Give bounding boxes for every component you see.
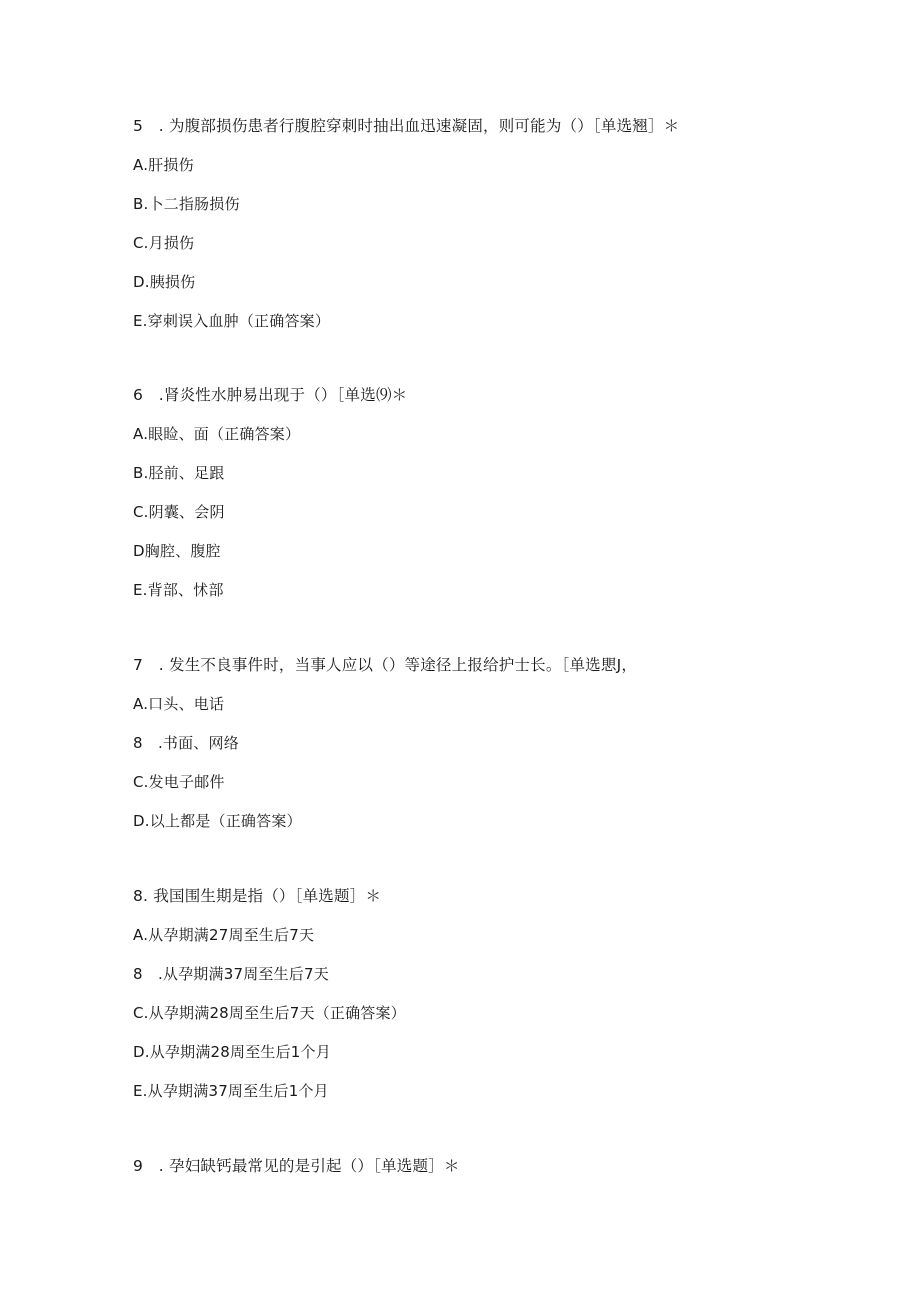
question-6-option-d: D胸腔、腹腔 (133, 542, 221, 560)
question-8-option-b: 8 .从孕期满37周至生后7天 (133, 965, 329, 983)
question-8-option-a: A.从孕期满27周至生后7天 (133, 926, 315, 944)
question-5-option-b: B.卜二指肠损伤 (133, 195, 240, 213)
question-6-option-e: E.背部、怵部 (133, 581, 224, 599)
question-8-option-d: D.从孕期满28周至生后1个月 (133, 1043, 331, 1061)
question-5-option-e: E.穿刺误入血肿（正确答案） (133, 312, 331, 330)
question-7-option-b: 8 .书面、网络 (133, 734, 239, 752)
question-8-stem: 8. 我国围生期是指（）［单选题］＊ (133, 887, 382, 905)
question-5-stem: 5 . 为腹部损伤患者行腹腔穿刺时抽出血迅速凝固，则可能为（）［单选翘］＊ (133, 117, 680, 135)
question-9-stem: 9 . 孕妇缺钙最常见的是引起（）［单选题］＊ (133, 1157, 460, 1175)
question-5-option-c: C.月损伤 (133, 234, 195, 252)
question-6-option-a: A.眼睑、面（正确答案） (133, 425, 301, 443)
question-5-option-a: A.肝损伤 (133, 156, 194, 174)
question-7-option-d: D.以上都是（正确答案） (133, 812, 302, 830)
question-6-stem: 6 .肾炎性水肿易出现于（）［单选⑼＊ (133, 386, 408, 404)
question-8-option-c: C.从孕期满28周至生后7天（正确答案） (133, 1004, 406, 1022)
question-6-option-b: B.胫前、足跟 (133, 464, 225, 482)
question-6-option-c: C.阴囊、会阴 (133, 503, 225, 521)
question-7-option-a: A.口头、电话 (133, 695, 225, 713)
question-7-option-c: C.发电子邮件 (133, 773, 225, 791)
question-8-option-e: E.从孕期满37周至生后1个月 (133, 1082, 329, 1100)
question-7-stem: 7 . 发生不良事件时，当事人应以（）等途径上报给护士长。［单选愳J， (133, 656, 638, 674)
question-5-option-d: D.胰损伤 (133, 273, 196, 291)
